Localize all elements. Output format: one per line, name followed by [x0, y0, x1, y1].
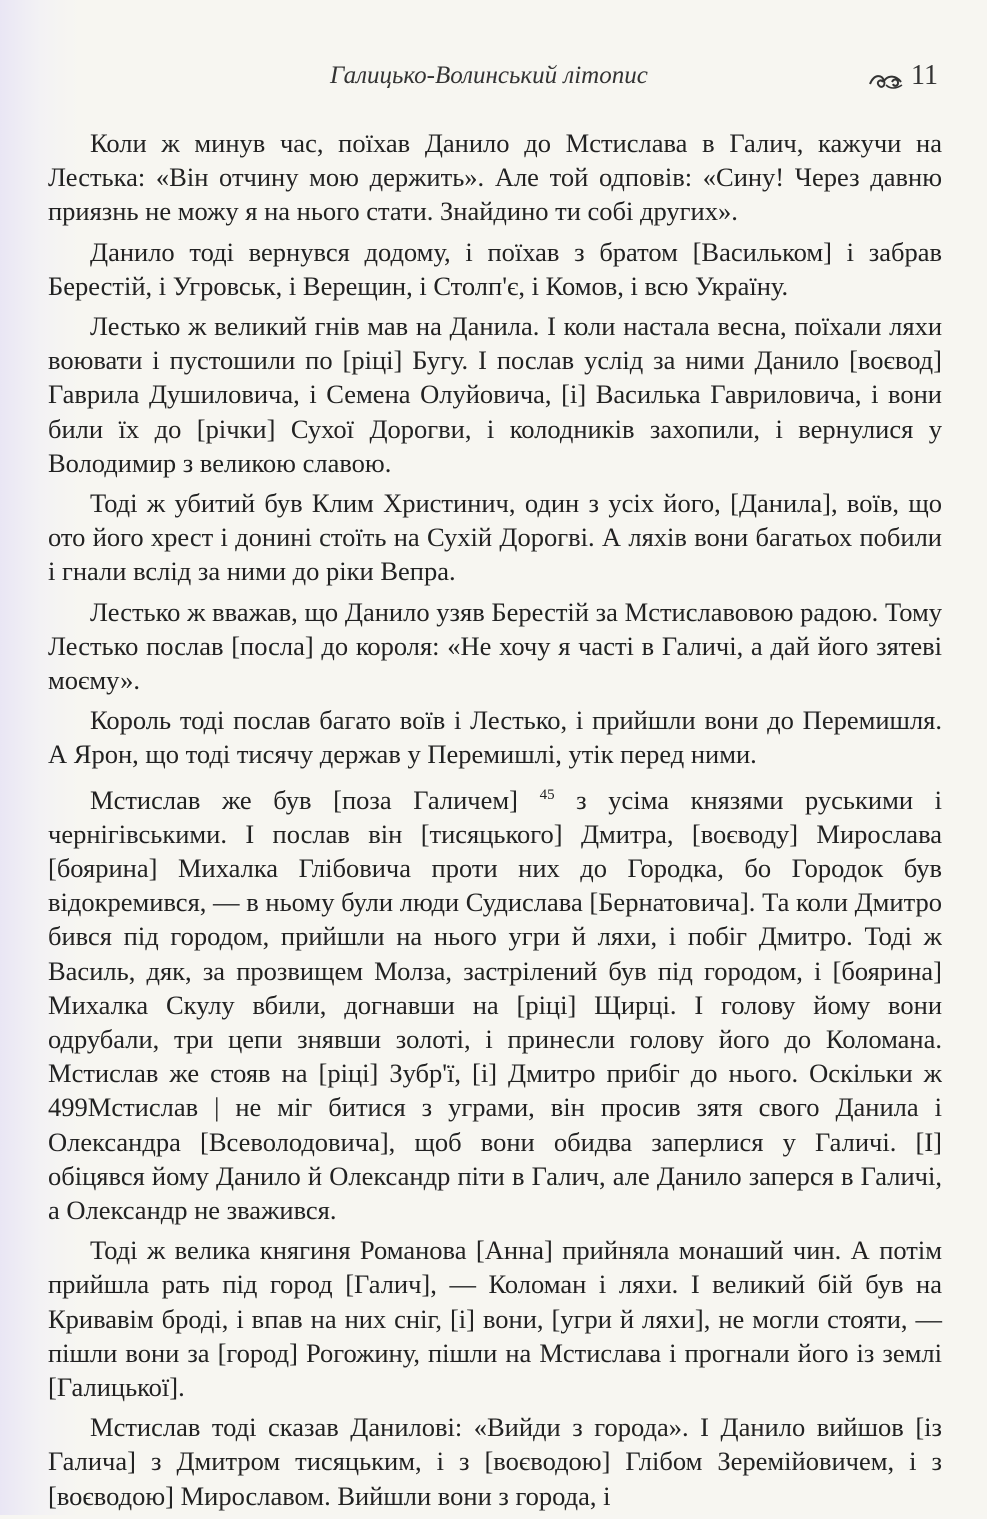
- footnote-marker: 45: [539, 786, 555, 803]
- paragraph: Мстислав тоді сказав Данилові: «Вийди з города». І Данило вийшов [із Галича] з Дмитром тисяцьким, і з [воєводою] Глібом Зеремійовичем, і з [воєводою] Мирославом. Вийшли вони з города, і: [48, 1412, 942, 1511]
- page-header: [0, 58, 987, 98]
- paragraph: Тоді ж убитий був Клим Христинич, один з усіх його, [Данила], воїв, що ото його хрест і донині стоїть на Сухій Дорогві. А ляхів вони багатьох побили і гнали вслід за ними до ріки Вепра.: [48, 488, 942, 587]
- paragraph: Тоді ж велика княгиня Романова [Анна] прийняла монаший чин. А потім прийшла рать під город [Галич], — Коломан і ляхи. І великий бій був на Кривавім броді, і впав на них сніг, [і] вони, [угри й ляхи], не могли стояти, — пішли вони за [город] Рогожину, пішли на Мстислава і прогнали його із землі [Галицької].: [48, 1235, 942, 1402]
- paragraph: Лестько ж вважав, що Данило узяв Берестій за Мстиславовою радою. Тому Лестько послав [посла] до короля: «Не хочу я часті в Галичі, а дай його зятеві моєму».: [48, 596, 942, 696]
- paragraph: Король тоді послав багато воїв і Лестько, і прийшли вони до Перемишля. А Ярон, що тоді тисячу держав у Перемишлі, утік перед ними.: [48, 705, 942, 770]
- paragraph: Данило тоді вернувся додому, і поїхав з братом [Васильком] і забрав Берестій, і Угровськ, і Верещин, і Столп'є, і Комов, і всю Україну.: [48, 236, 942, 301]
- running-title: Галицько-Волинський літопис: [330, 62, 648, 89]
- paragraph: Коли ж минув час, поїхав Данило до Мстислава в Галич, кажучи на Лестька: «Він отчину мою держить». Але той одповів: «Сину! Через давню приязнь не можу я на нього стати. Знайдино ти собі других».: [48, 128, 942, 227]
- paragraph: Лестько ж великий гнів мав на Данила. І коли настала весна, поїхали ляхи воювати і пустошили по [ріці] Бугу. І послав услід за ними Данило [воєвод] Гаврила Душиловича, і Семена Олуйовича, [і] Василька Гавриловича, і вони били їх до [річки] Сухої Дорогви, і колодників захопили, і вернулися у Володимир з великою славою.: [48, 311, 942, 478]
- paragraph-text: з усіма князями руськими і чернігівськими. І послав він [тисяцького] Дмитра, [воєводу] Мирослава [боярина] Михалка Глібовича проти них до Городка, бо Городок був відокремився, — в ньому були люди Судислава [Бернатовича]. Та коли Дмитро бився під городом, прийшли на нього угри й ляхи, і побіг Дмитро. Тоді ж Василь, дяк, за прозвищем Молза, застрілений був під городом, і [боярина] Михалка Скулу вбили, догнавши на [ріці] Щирці. І голову йому вони одрубали, три цепи знявши золоті, і принесли голову його до Коломана. Мстислав же стояв на [ріці] Зубр'ї, [і] Дмитро прибіг до нього. Оскільки ж 499Мстислав | не міг битися з уграми, він просив зятя свого Данила і Олександра [Всеволодовича], щоб вони обидва заперлися у Галичі. [І] обіцявся йому Данило й Олександр піти в Галич, але Данило заперся в Галичі, а Олександр не зважився.: [48, 784, 942, 1225]
- paragraph: [48, 778, 942, 1227]
- paragraph-text: Мстислав же був [поза Галичем]: [90, 784, 540, 815]
- body-text: [48, 126, 942, 1519]
- swirl-ornament-icon: [868, 70, 904, 92]
- page-number: 11: [911, 60, 938, 91]
